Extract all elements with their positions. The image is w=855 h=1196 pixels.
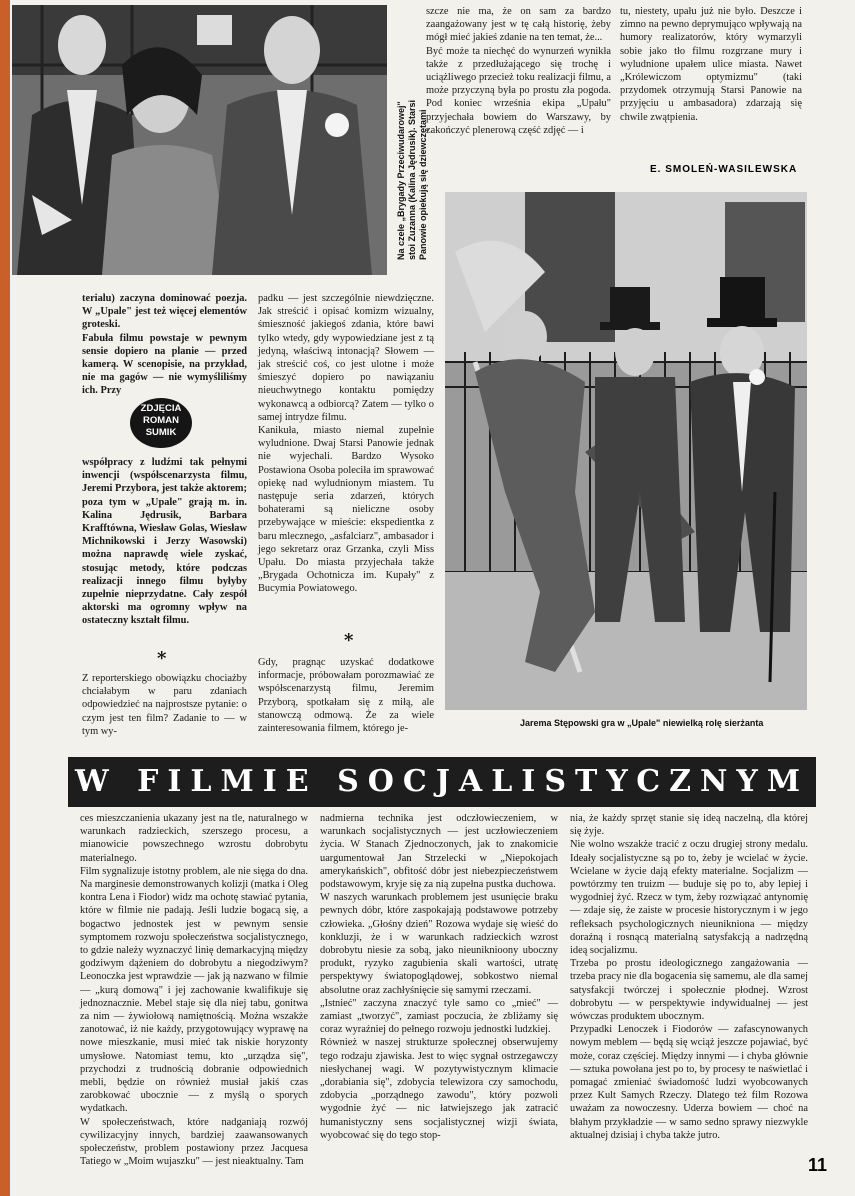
photographer-credit: ZDJĘCIA ROMAN SUMIK [130, 398, 192, 448]
lower-col3: nia, że każdy sprzęt stanie się ideą naczelną, dla której się żyje. Nie wolno wszakże tracić z oczu drugiej strony medalu. Ideały socjalistyczne są po to, żeby je wcielać w życie. Wcielane w życie dają efekty materialne. Socjalizm — powtórzmy ten truizm — buduje się po to, aby lepiej i wygodniej żyć. Rzecz w tym, żeby rozwiązać antynomię — zdaje się, że zaiste w procesie historycznym i w jego refleksach psychologicznych nieunikniona — między doraźną i rosnącą materialną satysfakcją a nadrzędną ideą socjalizmu. Trzeba po prostu ideologicznego zangażowania — trzeba pracy nie dla bogacenia się samemu, ale dla samej satysfakcji twórczej i społecznie płodnej. Wzrost dobrobytu — w perspektywie indywidualnej — jest wówczas produktem ubocznym. Przypadki Lenoczek i Fiodorów — zafascynowanych nowym meblem — będą się wciąż jeszcze pojawiać, być może, coraz częściej. Między innymi — i chyba głównie — sztuka powołana jest po to, by procesy te naświetlać i pomagać zmieniać świadomość ludzi wyobcowanych przez Kult Samych Rzeczy. Dlatego też film Rozowa uważam za nowoczesny. Uderza bowiem — choć na błahym przykładzie — w samo sedno sprawy niezwykle aktualnej dzisiaj i chyba także jutro. [570, 813, 808, 1141]
page-number: 11 [808, 1155, 828, 1175]
author-signature: E. SMOLEŃ-WASILEWSKA [650, 164, 798, 175]
page-edge [0, 0, 10, 1196]
top-photo [12, 5, 387, 275]
top-photo-caption: Na czele „Brygady Przeciwudarowej" stoi Zuzanna (Kalina Jędrusik). Starsi Panowie opiekują się dziewczętami [396, 99, 428, 260]
top-photo-image [12, 5, 387, 275]
upper-col2-bottom: Gdy, pragnąc uzyskać dodatkowe informacje, próbowałam porozmawiać ze współscenarzystą filmu, Jeremim Przyborą, spotkałam się z miłą, ale stanowczą odmową. Że za wiele zainteresowania filmem, którego je- [258, 657, 434, 735]
right-photo-image [445, 192, 807, 710]
right-photo [445, 192, 807, 710]
section-star-2: * [344, 630, 354, 651]
right-photo-caption: Jarema Stępowski gra w „Upale" niewielką rolę sierżanta [520, 718, 764, 728]
headline-banner: W FILMIE SOCJALISTYCZNYM [68, 757, 816, 807]
upper-col1-mid: współpracy z ludźmi tak pełnymi inwencji (współscenarzysta filmu, Jeremi Przybora, jest także aktorem; poza tym w „Upale" grają m. in. Kalina Jędrusik, Barbara Krafftówna, Wiesław Golas, Wiesław Michnikowski i Jerzy Wasowski) można naprawdę wiele zyskać, stosując metody, które podczas realizacji innego filmu byłyby zupełnie nieprzydatne. Cały zespół aktorski ma ogromny wpływ na ostateczny kształt filmu. [82, 457, 247, 627]
lower-col2: nadmierna technika jest odczłowieczeniem, w warunkach socjalistycznych — jest uczłowieczeniem życia. W Stanach Zjednoczonych, jak to znakomicie uargumentował Jan Strzelecki w „Niepokojach amerykańskich", obfitość dóbr jest niebezpieczeństwem podstawowym, kryje się za nią zupełna pustka duchowa. W naszych warunkach problemem jest usunięcie braku pewnych dóbr, które zaspokajają podstawowe potrzeby człowieka. „Głośny dzień" Rozowa wydaje się wieść do konkluzji, że i w warunkach radzieckich wzrost dobrobytu niesie za sobą, jako nieuniknioony uboczny produkt, ryzyko zagubienia skali wartości, utratę perspektywy światopoglądowej, sobkostwo niemal absolutne oraz zachłyśnięcie się samymi rzeczami. „Istnieć" zaczyna znaczyć tyle samo co „mieć" — zamiast „tworzyć", zamiast poczucia, że zbliżamy się coraz wyraźniej do pełnego rozwoju jednostki ludzkiej. Również w naszej strukturze społecznej obserwujemy tego rodzaju zjawiska. Jest to więc sygnał ostrzegawczy niesłychanej wagi. W pozytywistycznym klimacie „dorabiania się", zdobycia telewizora czy samochodu, zdobycia „porządnego zawodu", który pozwoli wygodnie żyć — nic łatwiejszego jak zatracić humanistyczny sens socjalistycznej wizji świata, wyobcować się do tego stop- [320, 813, 558, 1141]
upper-col1-bottom: Z reporterskiego obowiązku chociażby chciałabym w paru zdaniach odpowiedzieć na najprostsze pytanie: o czym jest ten film? Zadanie to — w tym wy- [82, 673, 247, 737]
upper-col3: szcze nie ma, że on sam za bardzo zaangażowany jest w tę całą historię, żeby mógł mieć jakieś zdanie na ten temat, że... Być może ta niechęć do wynurzeń wynikła także z przedłużającego się trochę i uciążliwego przecież toku realizacji filmu, a może przyczyną była po prostu zła pogoda. Pod koniec września ekipa „Upału" przyjechała bowiem do Warszawy, by zakończyć plenerową część zdjęć — i [426, 6, 611, 136]
upper-col2-top: padku — jest szczególnie niewdzięczne. Jak streścić i opisać komizm wizualny, śmieszność jakiegoś zdania, które bawi tylko wtedy, gdy wypowiedziane jest z tą jedyną, właściwą intonacją? Słowem — jak streścić coś, co jest ulotne i może śmieszyć dopiero po nawiązaniu nieuchwytnego kontaktu pomiędzy wykonawcą a odbiorcą? Zatem — tylko o samej intrydze filmu. Kanikuła, miasto niemal zupełnie wyludnione. Dwaj Starsi Panowie jednak nie wyjechali. Bardzo Wysoko Postawiona Osoba poleciła im sprawować opiekę nad wyludnionym miastem. Tu następuje seria zdarzeń, których bohaterami są nieliczne osoby przebywające w mieście: ekspedientka z baru mlecznego, „asfalciarz", ambasador i jego sekretarz oraz Grzanka, czyli Miss Upału. Do miasta przyjechała także „Brygada Ochotnicza im. Kupały" z Bucymia Powiatowego. [258, 293, 434, 595]
section-star-1: * [157, 648, 167, 669]
lower-col1: ces mieszczanienia ukazany jest na tle, naturalnego w warunkach radzieckich, szerszego procesu, a mianowicie powszechnego wzrostu dobrobytu materialnego. Film sygnalizuje istotny problem, ale nie sięga do dna. Na marginesie demonstrowanych kolizji (matka i Oleg kontra Lena i Fiodor) widz ma ochotę stawiać pytania, które w filmie nie padają. Jeśli ludzie bogacą się, a bogactwo jednostek jest w pewnym sensie symptomem rozwoju społeczeństwa socjalistycznego, to gdzie należy wyznaczyć linię demarkacyjną między godziwym dążeniem do dobrobytu a niegodziwym? Leonoczka jest wprawdzie — jak ją nazwano w filmie — „kurą domową" i jej zachowanie kwalifikuje się jednoznacznie. Mebel staje się dla niej tabu, gonitwa za nim — żywiołową namiętnością. Można wszakże zanotować, iż nie każdy, przygotowujący wyprawę na nowe mieszkanie, musi mieć tak niskie horyzonty umysłowe. Natomiast temu, kto „urządza się", przychodzi z trudnością dobranie odpowiednich mebli, będzie on również musiał jakiś czas zarobkować ubocznie — z myślą o sporych wydatkach. W społeczeństwach, które nadganiają rozwój cywilizacyjny innych, bardziej zaawansowanych społeczeństw, problem postawiony przez Jacquesa Tatiego w „Moim wujaszku" — jest nieaktualny. Tam [80, 813, 308, 1168]
upper-col4: tu, niestety, upału już nie było. Deszcze i zimno na pewno deprymująco wpływają na humory realizatorów, który wymarzyli sobie jako tło filmu rozgrzane mury i wyludnione upałem ulice miasta. Nawet „Królewiczom optymizmu" (taki przydomek otrzymują Starsi Panowie na przyjęciu u ambasadora) zdarzają się chwile zwątpienia. [620, 6, 802, 123]
upper-col1-top: terialu) zaczyna dominować poezja. W „Upale" jest też więcej elementów groteski. Fabuła filmu powstaje w pewnym sensie dopiero na planie — przed kamerą. W scenopisie, na przykład, nie ma gagów — nie wymyśliliśmy ich. Przy [82, 293, 247, 397]
